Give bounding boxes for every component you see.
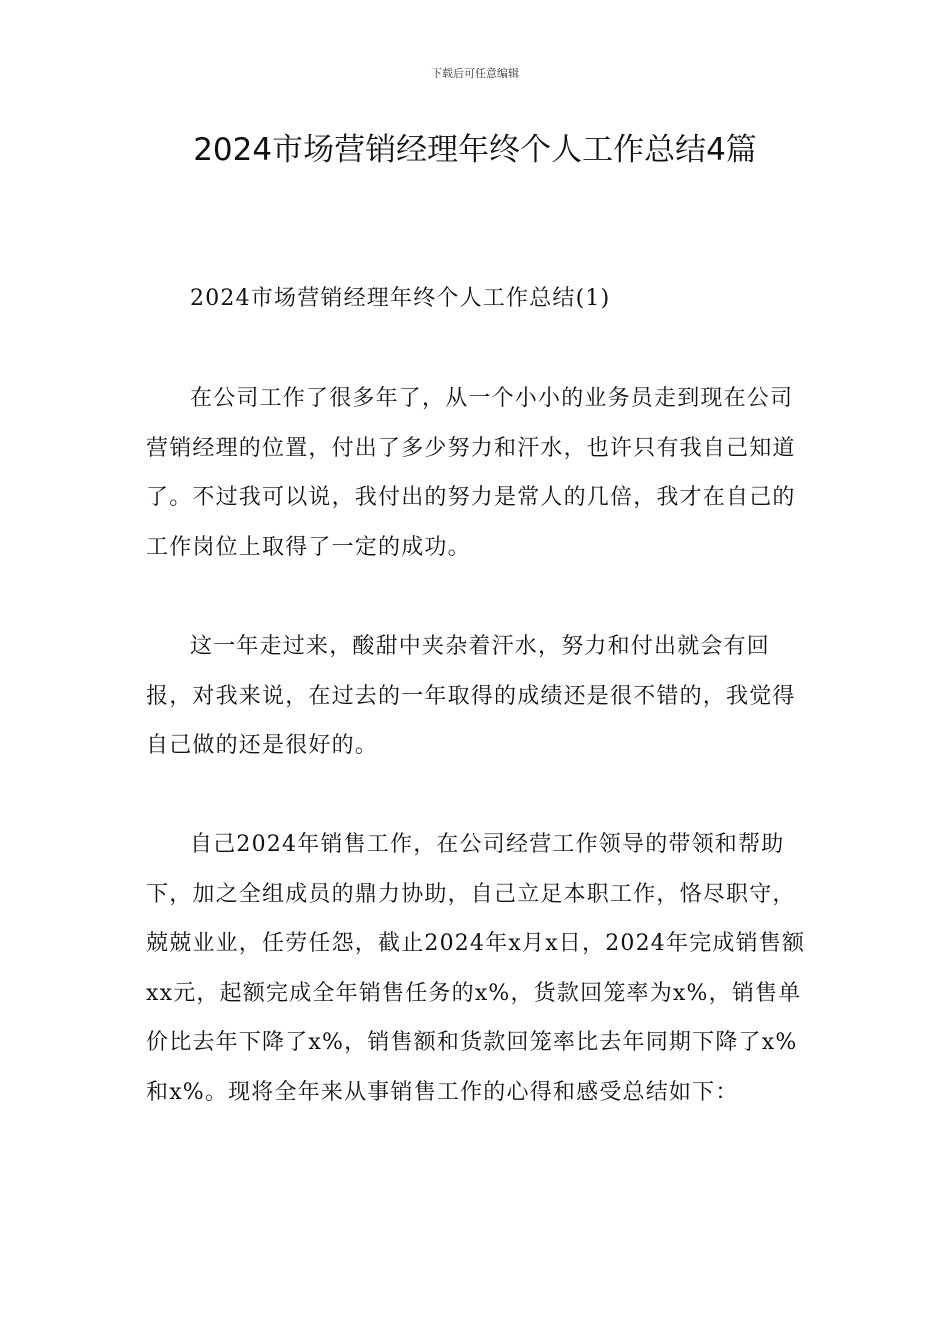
document-title: 2024市场营销经理年终个人工作总结4篇 (193, 132, 757, 168)
section-title: 2024市场营销经理年终个人工作总结(1) (190, 286, 611, 311)
section-title-block (146, 274, 806, 324)
header-note: 下载后可任意编辑 (431, 67, 519, 80)
paragraph-1: 在公司工作了很多年了，从一个小小的业务员走到现在公司营销经理的位置，付出了多少努力和汗水，也许只有我自己知道了。不过我可以说，我付出的努力是常人的几倍，我才在自己的工作岗位上取得了一定的成功。 (146, 386, 796, 560)
paragraph-block-2 (146, 622, 806, 771)
paragraph-block-1 (146, 374, 806, 572)
paragraph-2: 这一年走过来，酸甜中夹杂着汗水，努力和付出就会有回报，对我来说，在过去的一年取得的成绩还是很不错的，我觉得自己做的还是很好的。 (146, 634, 796, 758)
paragraph-block-3 (146, 820, 806, 1117)
paragraph-3: 自己2024年销售工作，在公司经营工作领导的带领和帮助下，加之全组成员的鼎力协助，自己立足本职工作，恪尽职守，兢兢业业，任劳任怨，截止2024年x月x日，2024年完成销售额xx元，起额完成全年销售任务的x%，货款回笼率为x%，销售单价比去年下降了x%，销售额和货款回笼率比去年同期下降了x%和x%。现将全年来从事销售工作的心得和感受总结如下： (146, 832, 806, 1105)
